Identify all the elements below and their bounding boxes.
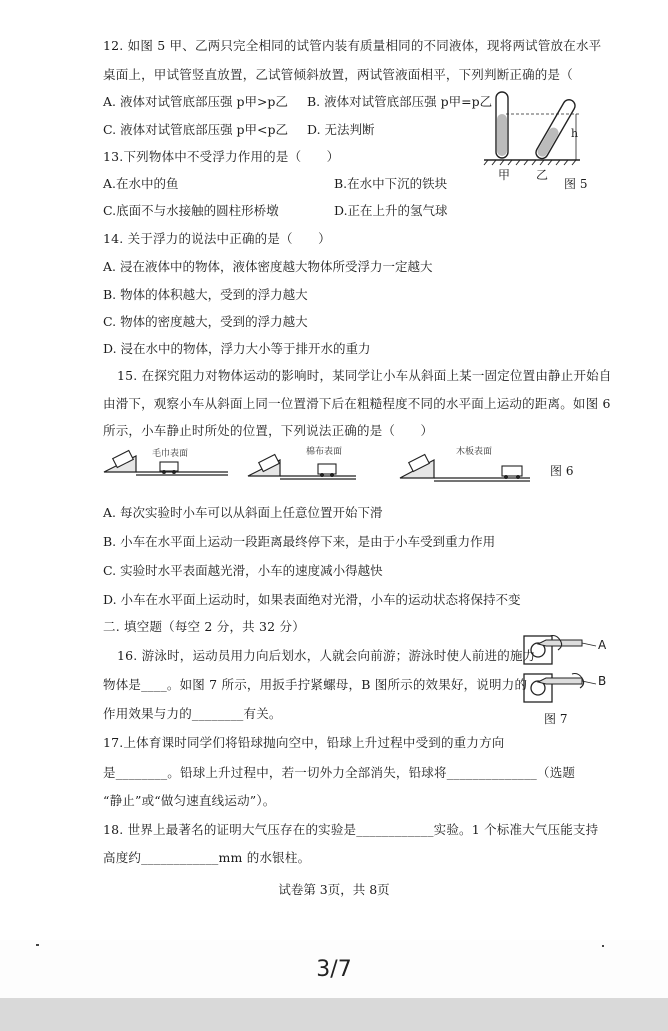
page-indicator: 3/7: [316, 957, 352, 982]
q15-option-b: B. 小车在水平面上运动一段距离最终停下来，是由于小车受到重力作用: [103, 534, 496, 549]
q15-option-a: A. 每次实验时小车可以从斜面上任意位置开始下滑: [103, 505, 383, 520]
q13-option-d: D.正在上升的氢气球: [334, 203, 448, 218]
figure-7: [520, 632, 610, 726]
q13-option-c: C.底面不与水接触的圆柱形桥墩: [103, 203, 279, 218]
q12-option-a: A. 液体对试管底部压强 p甲>p乙: [103, 94, 288, 109]
figure-5: [480, 86, 590, 191]
q12-option-c: C. 液体对试管底部压强 p甲<p乙: [103, 122, 289, 137]
q18-line2: 高度约____________mm 的水银柱。: [103, 850, 311, 865]
page-footer: 试卷第 3页，共 8页: [278, 882, 390, 897]
fig6-surface1-label: 毛巾表面: [152, 449, 189, 459]
q14-option-a: A. 浸在液体中的物体，液体密度越大物体所受浮力一定越大: [103, 259, 433, 274]
q14-line1: 14. 关于浮力的说法中正确的是（ ）: [103, 231, 331, 246]
section-2-title: 二. 填空题（每空 2 分，共 32 分）: [103, 619, 305, 634]
q17-line1: 17.上体育课时同学们将铅球抛向空中，铅球上升过程中受到的重力方向: [103, 735, 505, 750]
q14-option-c: C. 物体的密度越大，受到的浮力越大: [103, 314, 308, 329]
figure-6: [100, 442, 580, 488]
q17-line2: 是________。铅球上升过程中，若一切外力全部消失，铅球将______________（选题: [103, 765, 576, 780]
q16-line2: 物体是____。如图 7 所示，用扳手拧紧螺母，B 图所示的效果好，说明力的: [103, 677, 528, 692]
fig6-caption: 图 6: [550, 464, 574, 478]
q15-line1: 15. 在探究阻力对物体运动的影响时，某同学让小车从斜面上某一固定位置由静止开始自: [117, 368, 612, 383]
fig5-label-yi: 乙: [536, 168, 549, 182]
q16-line1: 16. 游泳时，运动员用力向后划水，人就会向前游；游泳时使人前进的施力: [117, 648, 536, 663]
fig5-caption: 图 5: [564, 177, 588, 191]
fig5-label-jia: 甲: [498, 168, 511, 182]
q15-line3: 所示，小车静止时所处的位置，下列说法正确的是（ ）: [103, 423, 434, 438]
fig7-label-a: A: [598, 638, 607, 652]
fig7-caption: 图 7: [544, 712, 568, 726]
q15-option-c: C. 实验时水平表面越光滑，小车的速度减小得越快: [103, 563, 383, 578]
q14-option-d: D. 浸在水中的物体，浮力大小等于排开水的重力: [103, 341, 371, 356]
fig6-surface3-label: 木板表面: [456, 447, 493, 457]
viewer-bottom-bar: [0, 998, 668, 1031]
q18-line1: 18. 世界上最著名的证明大气压存在的实验是____________实验。1 个标准大气压能支持: [103, 822, 599, 837]
scan-speck: [36, 944, 39, 946]
q13-line1: 13.下列物体中不受浮力作用的是（ ）: [103, 149, 340, 164]
scan-speck: [602, 945, 604, 947]
q15-option-d: D. 小车在水平面上运动时，如果表面绝对光滑，小车的运动状态将保持不变: [103, 592, 521, 607]
q12-line2: 桌面上，甲试管竖直放置，乙试管倾斜放置，两试管液面相平，下列判断正确的是（: [103, 67, 573, 82]
q12-option-b: B. 液体对试管底部压强 p甲=p乙: [307, 94, 493, 109]
q12-line1: 12. 如图 5 甲、乙两只完全相同的试管内装有质量相同的不同液体，现将两试管放在水平: [103, 38, 602, 53]
q17-line3: “静止”或“做匀速直线运动”）。: [103, 793, 276, 808]
fig5-label-h: h: [571, 127, 579, 140]
q13-option-b: B.在水中下沉的铁块: [334, 176, 448, 191]
fig6-surface2-label: 棉布表面: [306, 447, 343, 457]
fig7-label-b: B: [598, 674, 607, 688]
q14-option-b: B. 物体的体积越大，受到的浮力越大: [103, 287, 308, 302]
wrench-diagram: [520, 632, 610, 710]
q13-option-a: A.在水中的鱼: [103, 176, 179, 191]
q15-line2: 由滑下，观察小车从斜面上同一位置滑下后在粗糙程度不同的水平面上运动的距离。如图 6: [103, 396, 611, 411]
q12-option-d: D. 无法判断: [307, 122, 375, 137]
q16-line3: 作用效果与力的________有关。: [103, 706, 282, 721]
